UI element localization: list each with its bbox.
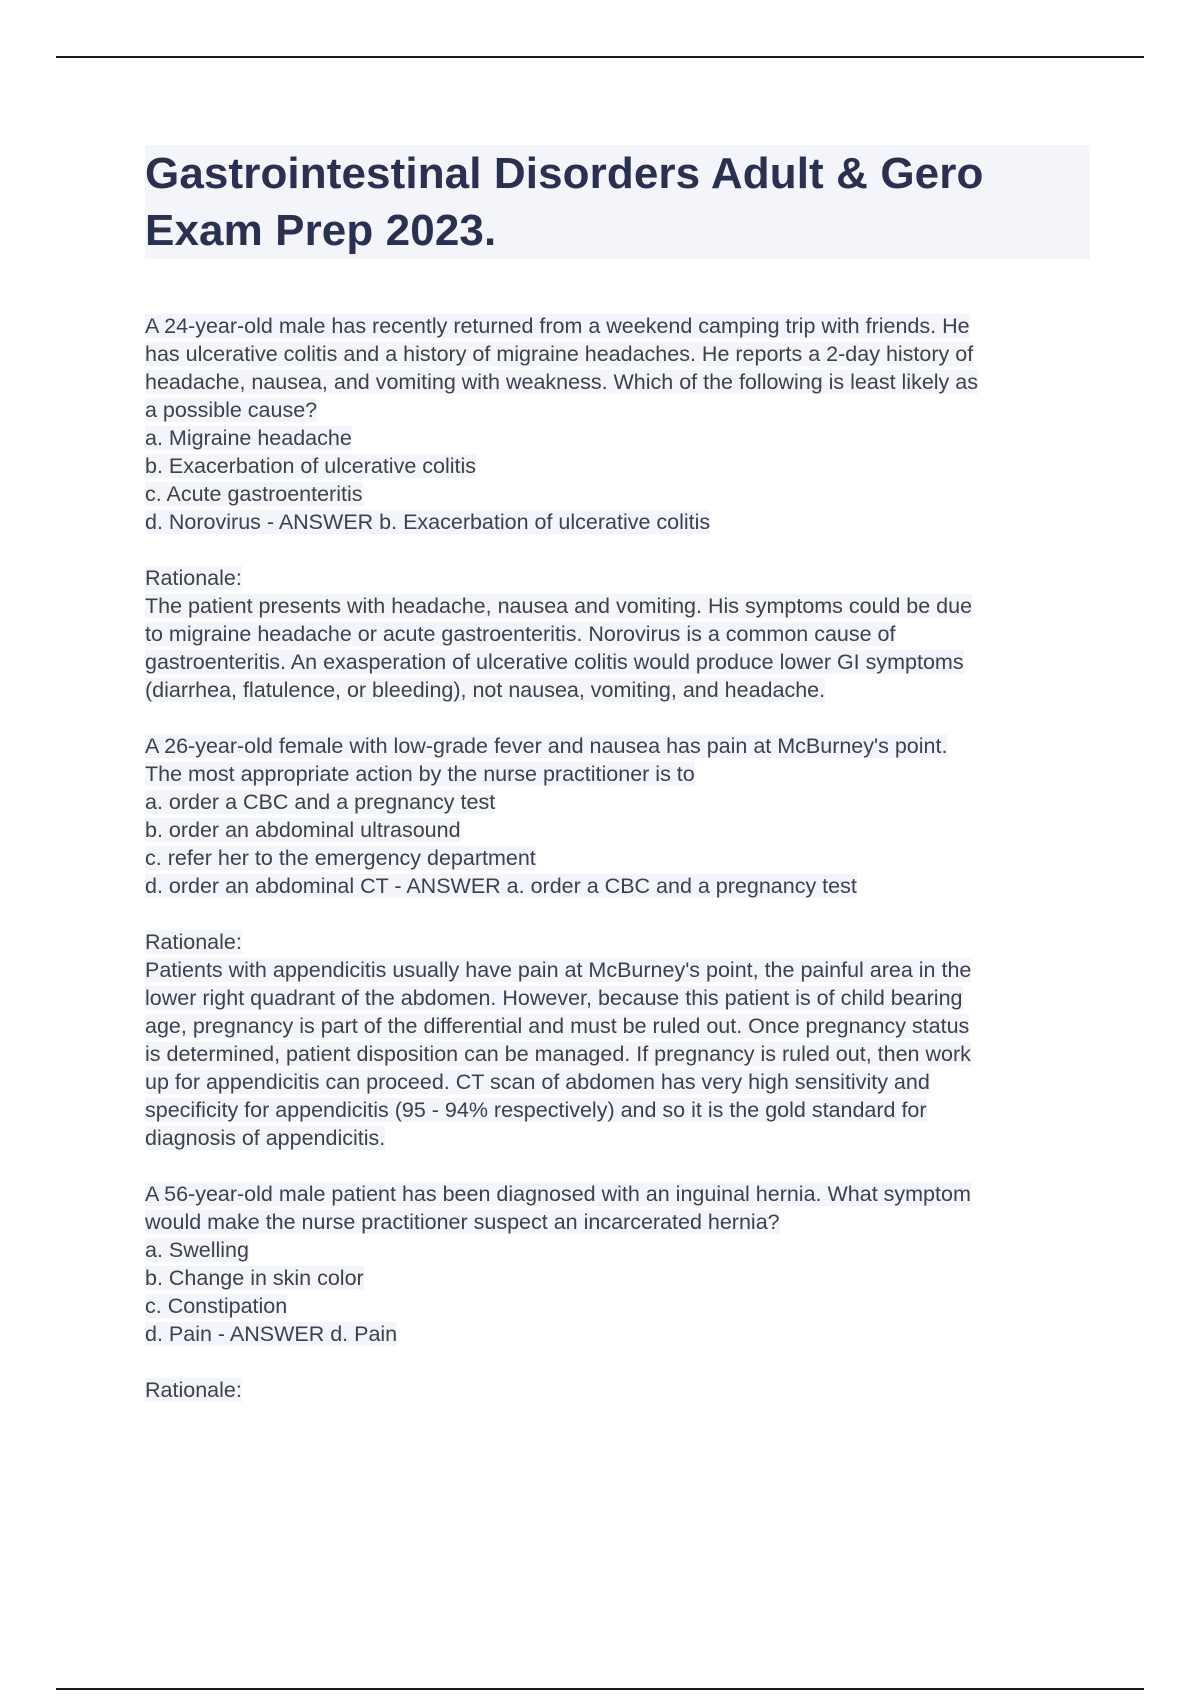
q2-rationale-line: Patients with appendicitis usually have pain at McBurney's point, the painful area in the [145, 958, 972, 982]
q1-rationale-line: gastroenteritis. An exasperation of ulcerative colitis would produce lower GI symptoms [145, 650, 964, 674]
q1-stem-line: headache, nausea, and vomiting with weakness. Which of the following is least likely as [145, 370, 978, 394]
q1-rationale-label: Rationale: [145, 566, 242, 590]
q1-option-answer: d. Norovirus - ANSWER b. Exacerbation of ulcerative colitis [145, 510, 711, 534]
q3-option-answer: d. Pain - ANSWER d. Pain [145, 1322, 398, 1346]
q3-stem-line: would make the nurse practitioner suspect an incarcerated hernia? [145, 1210, 780, 1234]
q3-stem-line: A 56-year-old male patient has been diagnosed with an inguinal hernia. What symptom [145, 1182, 971, 1206]
bottom-rule [56, 1688, 1144, 1690]
q3-rationale-label: Rationale: [145, 1378, 242, 1402]
q1-stem-line: a possible cause? [145, 398, 318, 422]
q1-rationale-line: to migraine headache or acute gastroenteritis. Norovirus is a common cause of [145, 622, 896, 646]
question-3 [145, 1180, 1090, 1404]
q2-rationale-line: age, pregnancy is part of the differential and must be ruled out. Once pregnancy status [145, 1014, 970, 1038]
q1-option: b. Exacerbation of ulcerative colitis [145, 454, 477, 478]
page-title [145, 145, 1090, 259]
q2-option: b. order an abdominal ultrasound [145, 818, 461, 842]
q1-stem-line: A 24-year-old male has recently returned from a weekend camping trip with friends. He [145, 314, 970, 338]
q2-rationale-line: diagnosis of appendicitis. [145, 1126, 386, 1150]
q1-option: a. Migraine headache [145, 426, 352, 450]
q2-stem-line: The most appropriate action by the nurse practitioner is to [145, 762, 695, 786]
q1-rationale-line: (diarrhea, flatulence, or bleeding), not nausea, vomiting, and headache. [145, 678, 826, 702]
q1-stem-line: has ulcerative colitis and a history of migraine headaches. He reports a 2-day history of [145, 342, 974, 366]
q1-rationale-line: The patient presents with headache, nausea and vomiting. His symptoms could be due [145, 594, 973, 618]
q1-option: c. Acute gastroenteritis [145, 482, 363, 506]
q3-option: a. Swelling [145, 1238, 249, 1262]
q2-option: c. refer her to the emergency department [145, 846, 536, 870]
question-2 [145, 732, 1090, 1152]
title-block [145, 145, 1090, 259]
q3-option: c. Constipation [145, 1294, 288, 1318]
q2-option: a. order a CBC and a pregnancy test [145, 790, 496, 814]
q2-rationale-line: lower right quadrant of the abdomen. However, because this patient is of child bearing [145, 986, 963, 1010]
q2-option-answer: d. order an abdominal CT - ANSWER a. order a CBC and a pregnancy test [145, 874, 857, 898]
q3-option: b. Change in skin color [145, 1266, 364, 1290]
q2-rationale-line: up for appendicitis can proceed. CT scan of abdomen has very high sensitivity and [145, 1070, 930, 1094]
top-rule [56, 56, 1144, 58]
question-1 [145, 312, 1090, 704]
title-line-1: Gastrointestinal Disorders Adult & Gero [145, 149, 984, 198]
title-line-2: Exam Prep 2023. [145, 206, 497, 255]
q2-rationale-line: is determined, patient disposition can be managed. If pregnancy is ruled out, then work [145, 1042, 971, 1066]
q2-rationale-label: Rationale: [145, 930, 242, 954]
document-body [145, 312, 1090, 1404]
q2-rationale-line: specificity for appendicitis (95 - 94% respectively) and so it is the gold standard for [145, 1098, 927, 1122]
q2-stem-line: A 26-year-old female with low-grade fever and nausea has pain at McBurney's point. [145, 734, 948, 758]
